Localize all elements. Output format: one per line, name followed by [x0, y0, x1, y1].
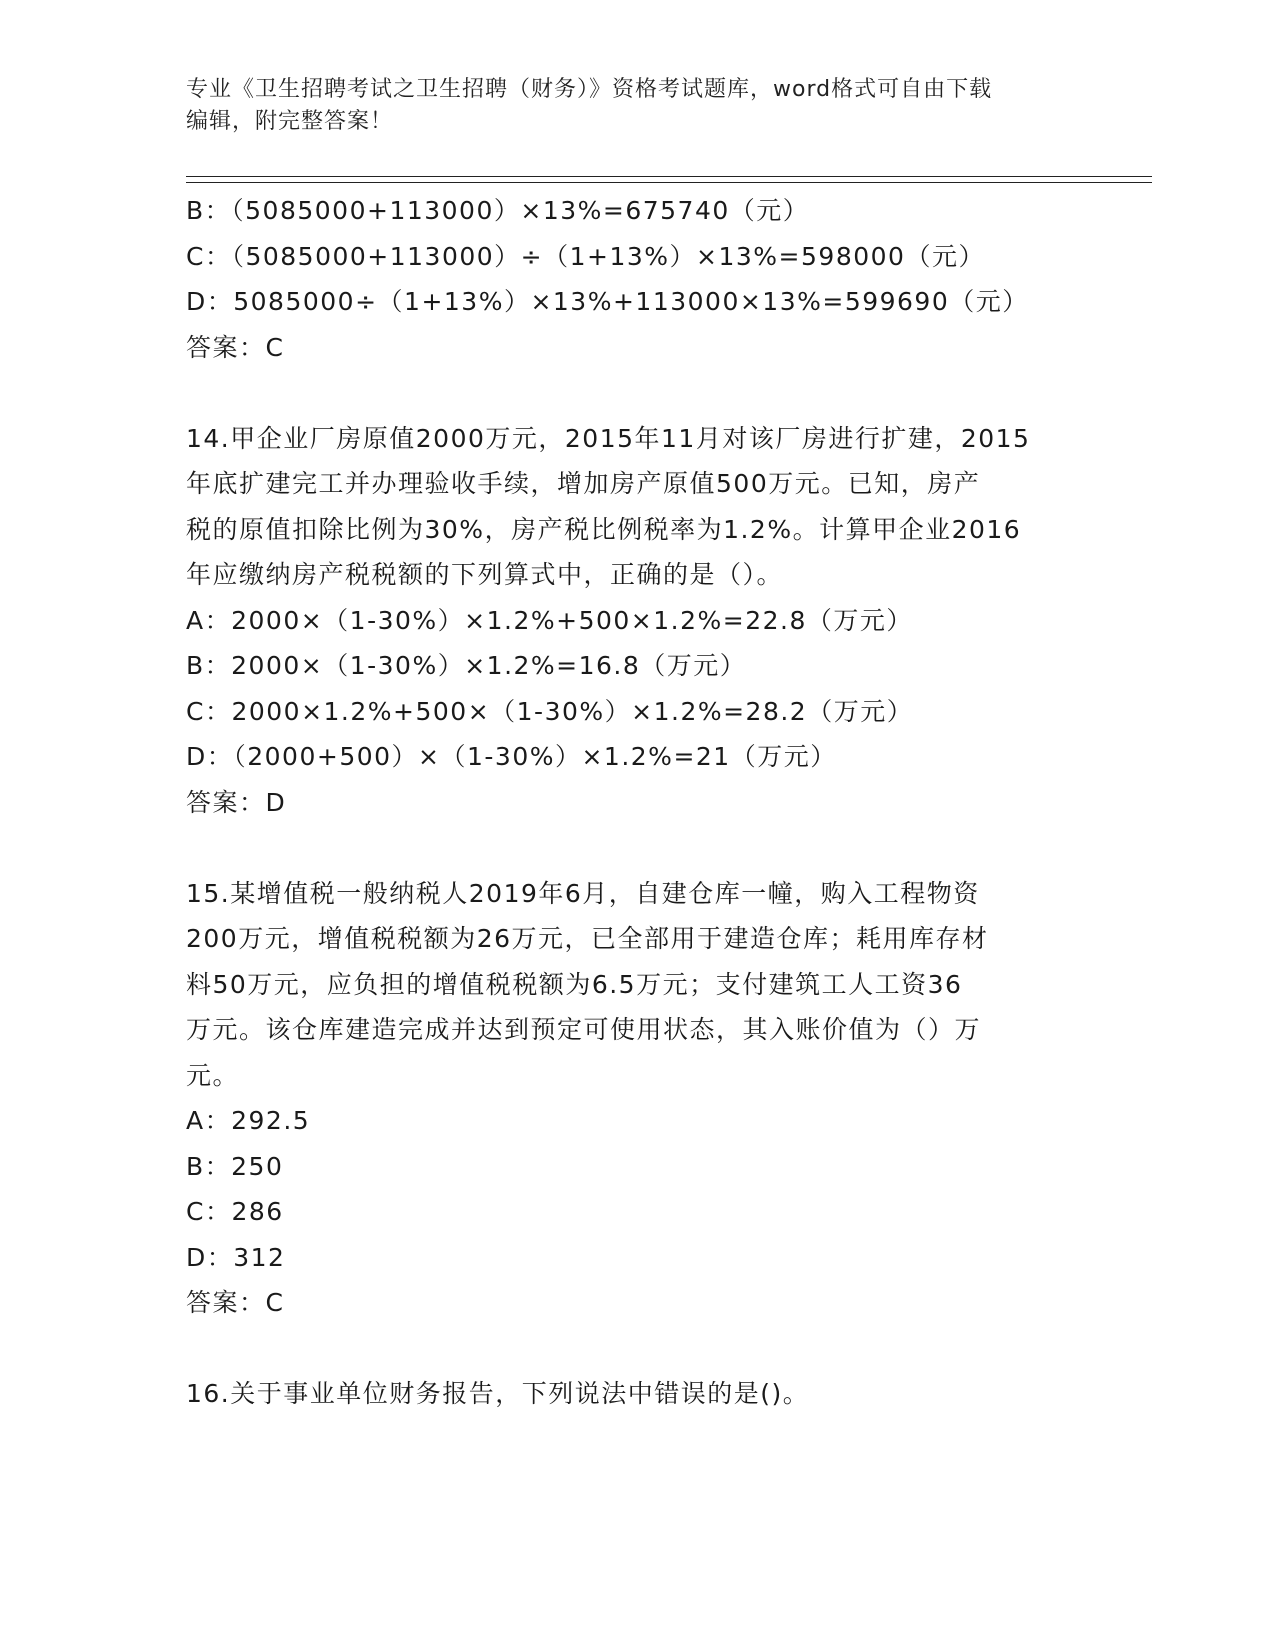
question-text-line: 年底扩建完工并办理验收手续，增加房产原值500万元。已知，房产 — [186, 469, 981, 498]
question-text-line: 年应缴纳房产税税额的下列算式中，正确的是（）。 — [186, 560, 784, 589]
option-d: D：312 — [186, 1242, 286, 1272]
option-a: A：292.5 — [186, 1106, 311, 1135]
option-b: B：（5085000+113000）×13%=675740（元） — [186, 196, 810, 225]
option-a: A：2000×（1-30%）×1.2%+500×1.2%=22.8（万元） — [186, 605, 913, 635]
answer: 答案：C — [186, 332, 285, 362]
question-text-line: 元。 — [186, 1060, 240, 1090]
answer: 答案：D — [186, 787, 287, 817]
question-text-line: 15.某增值税一般纳税人2019年6月，自建仓库一幢，购入工程物资 — [186, 878, 980, 908]
page-header — [186, 74, 1086, 138]
option-b: B：2000×（1-30%）×1.2%=16.8（万元） — [186, 651, 747, 680]
question-15 — [186, 871, 1086, 1326]
option-d: D：5085000÷（1+13%）×13%+113000×13%=599690（元） — [186, 287, 1029, 316]
question-14 — [186, 416, 1086, 826]
header-divider — [186, 176, 1152, 183]
option-c: C：286 — [186, 1197, 284, 1226]
question-16 — [186, 1371, 1086, 1417]
document-body — [186, 188, 1086, 1417]
option-b: B：250 — [186, 1151, 284, 1181]
question-text-line: 16.关于事业单位财务报告，下列说法中错误的是()。 — [186, 1379, 810, 1408]
header-line-1: 专业《卫生招聘考试之卫生招聘（财务）》资格考试题库，word格式可自由下载 — [186, 77, 993, 102]
question-text-line: 200万元，增值税税额为26万元，已全部用于建造仓库；耗用库存材 — [186, 924, 989, 953]
header-line-2: 编辑，附完整答案！ — [186, 109, 394, 134]
answer: 答案：C — [186, 1288, 285, 1317]
option-c: C：2000×1.2%+500×（1-30%）×1.2%=28.2（万元） — [186, 696, 914, 726]
option-d: D：（2000+500）×（1-30%）×1.2%=21（万元） — [186, 742, 837, 771]
question-text-line: 税的原值扣除比例为30%，房产税比例税率为1.2%。计算甲企业2016 — [186, 514, 1022, 544]
question-text-line: 万元。该仓库建造完成并达到预定可使用状态，其入账价值为（）万 — [186, 1015, 982, 1044]
option-c: C：（5085000+113000）÷（1+13%）×13%=598000（元） — [186, 241, 985, 271]
prev-question-block — [186, 188, 1086, 370]
question-text-line: 料50万元，应负担的增值税税额为6.5万元；支付建筑工人工资36 — [186, 969, 963, 999]
question-text-line: 14.甲企业厂房原值2000万元，2015年11月对该厂房进行扩建，2015 — [186, 423, 1031, 453]
